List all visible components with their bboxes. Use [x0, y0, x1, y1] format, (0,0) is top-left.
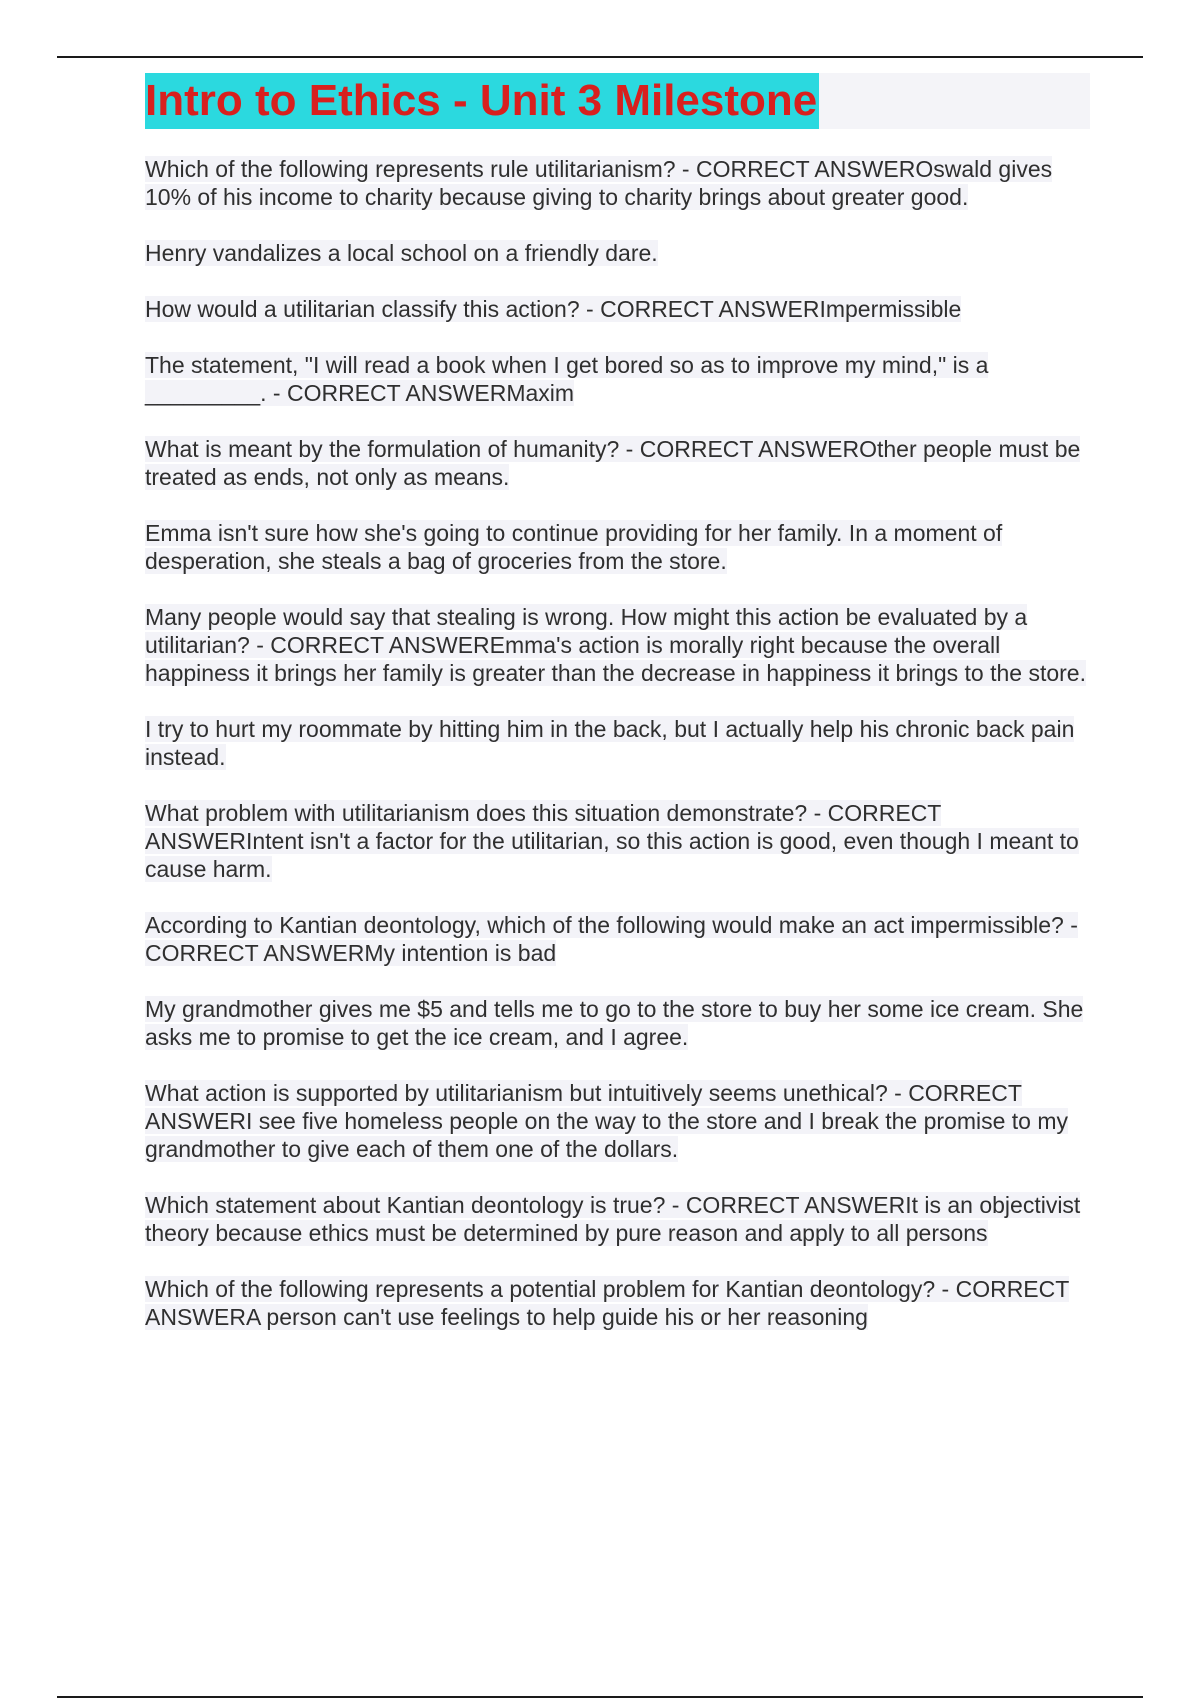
- paragraph-3: How would a utilitarian classify this action? - CORRECT ANSWERImpermissible: [145, 296, 962, 322]
- bottom-rule: [57, 1696, 1143, 1698]
- paragraph-7: Many people would say that stealing is wrong. How might this action be evaluated by a utilitarian? - CORRECT ANSWEREmma's action is morally right because the overall happiness it brings her family is greater than the decrease in happiness it brings to the store.: [145, 604, 1086, 686]
- title-bar: [145, 73, 1090, 129]
- paragraph-9: What problem with utilitarianism does this situation demonstrate? - CORRECT ANSWERIntent isn't a factor for the utilitarian, so this action is good, even though I meant to cause harm.: [145, 800, 1079, 882]
- paragraph-4: The statement, "I will read a book when I get bored so as to improve my mind," is a _________. - CORRECT ANSWERMaxim: [145, 352, 989, 406]
- paragraph-6: Emma isn't sure how she's going to continue providing for her family. In a moment of desperation, she steals a bag of groceries from the store.: [145, 520, 1003, 574]
- top-rule: [57, 56, 1143, 58]
- paragraph-1: Which of the following represents rule utilitarianism? - CORRECT ANSWEROswald gives 10% of his income to charity because giving to charity brings about greater good.: [145, 156, 1053, 210]
- paragraph-14: Which of the following represents a potential problem for Kantian deontology? - CORRECT ANSWERA person can't use feelings to help guide his or her reasoning: [145, 1276, 1070, 1330]
- document-body: [145, 73, 1090, 1359]
- paragraph-13: Which statement about Kantian deontology is true? - CORRECT ANSWERIt is an objectivist theory because ethics must be determined by pure reason and apply to all persons: [145, 1192, 1081, 1246]
- page-title: Intro to Ethics - Unit 3 Milestone: [145, 73, 819, 129]
- paragraph-12: What action is supported by utilitarianism but intuitively seems unethical? - CORRECT ANSWERI see five homeless people on the way to the store and I break the promise to my grandmother to give each of them one of the dollars.: [145, 1080, 1069, 1162]
- paragraph-11: My grandmother gives me $5 and tells me to go to the store to buy her some ice cream. She asks me to promise to get the ice cream, and I agree.: [145, 996, 1084, 1050]
- paragraph-2: Henry vandalizes a local school on a friendly dare.: [145, 240, 658, 266]
- paragraph-8: I try to hurt my roommate by hitting him in the back, but I actually help his chronic back pain instead.: [145, 716, 1075, 770]
- paragraph-5: What is meant by the formulation of humanity? - CORRECT ANSWEROther people must be treated as ends, not only as means.: [145, 436, 1081, 490]
- paragraph-10: According to Kantian deontology, which of the following would make an act impermissible? - CORRECT ANSWERMy intention is bad: [145, 912, 1078, 966]
